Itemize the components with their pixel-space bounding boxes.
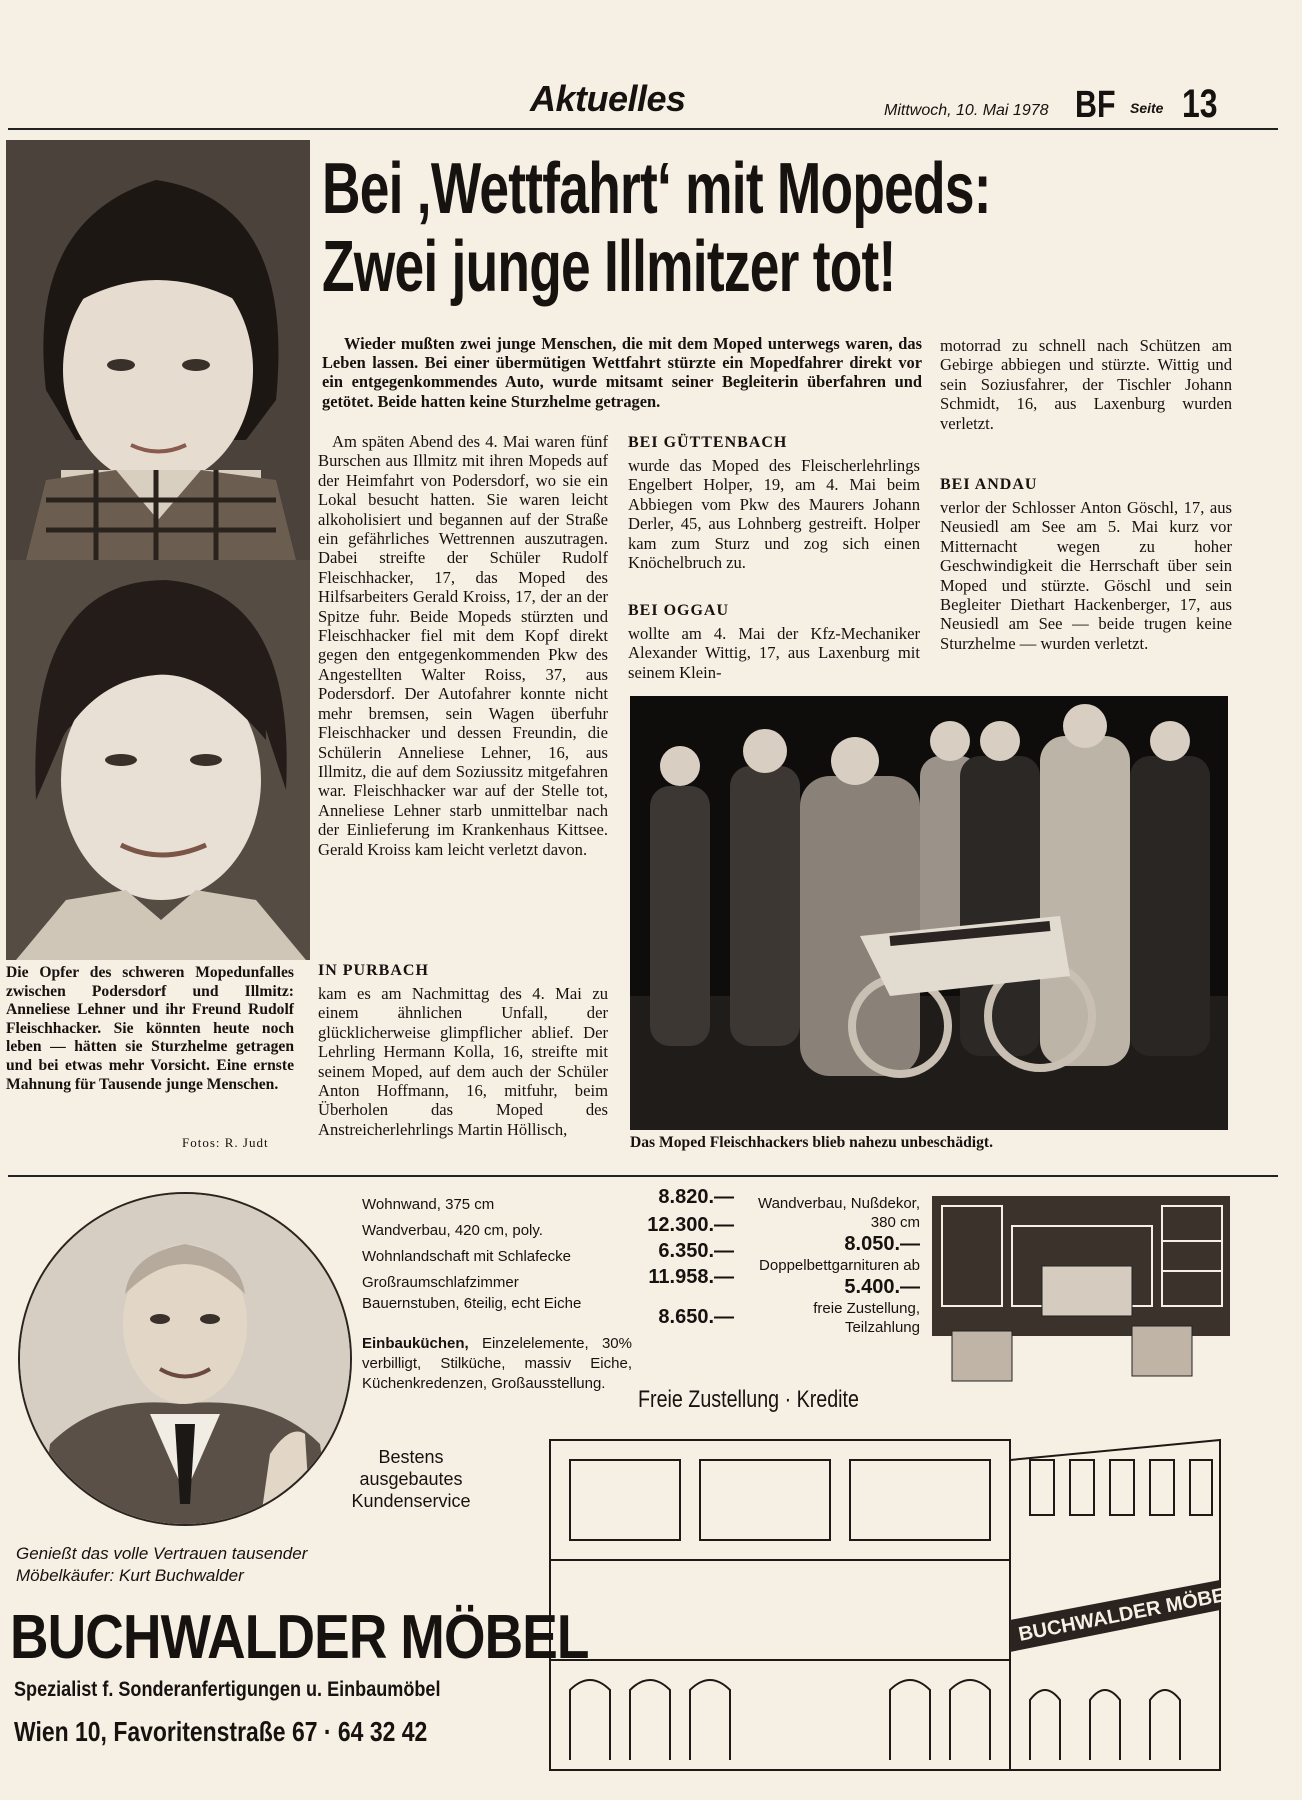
newspaper-logo: BF <box>1075 84 1116 126</box>
ad-divider <box>8 1175 1278 1177</box>
subhead-andau: BEI ANDAU <box>940 476 1038 493</box>
right-note: freie Zustellung, Teilzahlung <box>813 1300 920 1336</box>
einbau-bold: Einbauküchen, <box>362 1335 469 1352</box>
victims-caption: Die Opfer des schweren Mopedunfalles zwischen Podersdorf und Illmitz: Anneliese Lehner und ihr Freund Rudolf Fleischhacker. Sie könnten heute noch leben — hätten sie Sturzhelme getragen und bei etwas mehr Vorsicht. Eine ernste Mahnung für Tausende junge Menschen. <box>6 964 294 1093</box>
ad-item-label: Wohnlandschaft mit Schlafecke <box>362 1248 571 1265</box>
oggau-paragraph: wollte am 4. Mai der Kfz-Mechaniker Alexander Wittig, 17, aus Laxenburg mit seinem Klein- <box>628 624 920 682</box>
ad-item-label: Bauernstuben, 6teilig, echt Eiche <box>362 1295 582 1312</box>
ad-price: 8.820.— <box>658 1186 734 1208</box>
einbau-rest: Einzelelemente, 30% verbilligt, Stilküche, massiv Eiche, Küchenkredenzen, Großausstellung. <box>362 1335 632 1392</box>
living-room-drawing <box>932 1196 1230 1406</box>
andau-paragraph: verlor der Schlosser Anton Göschl, 17, aus Neusiedl am See am 5. Mai kurz vor Mitternacht wegen zu hoher Geschwindigkeit die Herrschaft über sein Moped und stürzte. Göschl und sein Begleiter Diethart Hackenberger, 17, aus Neusiedl am See — beide trugen keine Sturzhelme — wurden verletzt. <box>940 498 1232 653</box>
ad-price: 12.300.— <box>647 1214 734 1236</box>
page-number: 13 <box>1182 82 1218 126</box>
delivery-slogan: Freie Zustellung · Kredite <box>638 1386 859 1413</box>
headline-line-2: Zwei junge Illmitzer tot! <box>322 227 896 307</box>
masthead-rule <box>8 128 1278 130</box>
right-item-1-label: Wandverbau, Nußdekor, 380 cm <box>757 1195 920 1231</box>
guettenbach-paragraph: wurde das Moped des Fleischerlehrlings Engelbert Holper, 19, am 4. Mai beim Abbiegen vom Pkw des Maurers Johann Derler, 45, aus Lohnberg gestreift. Holper kam zum Sturz und zog sich einen Knöchelbruch zu. <box>628 456 920 573</box>
furniture-illustration <box>932 1196 1230 1406</box>
trust-line-2: Möbelkäufer: Kurt Buchwalder <box>16 1566 244 1585</box>
issue-date: Mittwoch, 10. Mai 1978 <box>884 102 1049 119</box>
headline-line-1: Bei ‚Wettfahrt‘ mit Mopeds: <box>322 149 991 229</box>
trust-line-1: Genießt das volle Vertrauen tausender <box>16 1544 308 1563</box>
ad-price: 8.650.— <box>658 1306 734 1328</box>
ad-item <box>362 1294 632 1334</box>
owner-portrait <box>18 1192 352 1526</box>
portrait-boy-illustration <box>6 560 310 960</box>
brand-name: BUCHWALDER MÖBEL <box>10 1603 589 1672</box>
seite-label: Seite <box>1130 100 1164 116</box>
ad-item-label: Großraumschlafzimmer <box>362 1274 519 1291</box>
ad-right-column <box>752 1194 920 1337</box>
lead-paragraph: Wieder mußten zwei junge Menschen, die mit dem Moped unterwegs waren, das Leben lassen. Bei einer übermütigen Wettfahrt stürzte ein Mopedfahrer direkt vor ein entgegenkommendes Auto, wurde mitsamt seiner Begleiterin überfahren und getötet. Beide hatten keine Sturzhelme getragen. <box>322 334 922 411</box>
victim-photo-lehner <box>6 140 310 560</box>
photo-credit: Fotos: R. Judt <box>182 1135 269 1150</box>
einbau-text <box>362 1334 632 1394</box>
ad-price: 6.350.— <box>658 1240 734 1262</box>
headline <box>322 150 1282 306</box>
owner-portrait-illustration <box>20 1194 350 1524</box>
right-item-2-label: Doppelbettgarnituren ab <box>759 1257 920 1274</box>
store-address: Wien 10, Favoritenstraße 67 · 64 32 42 <box>14 1716 428 1747</box>
subhead-guettenbach: BEI GÜTTENBACH <box>628 434 788 451</box>
portrait-girl-illustration <box>6 140 310 560</box>
article-column-1: Am späten Abend des 4. Mai waren fünf Burschen aus Illmitz mit ihren Mopeds auf der Heimfahrt von Podersdorf, wo sie ein Lokal besucht hatten. Sie waren leicht alkoholisiert und begannen auf der Straße ein gefährliches Wettrennen auszutragen. Dabei streifte der Schüler Rudolf Fleischhacker, 17, das Moped des Hilfsarbeiters Gerald Kroiss, 17, der an der Spitze fuhr. Beide Mopeds stürzten und Fleischhacker fiel mit dem Kopf direkt gegen den entgegenkommenden Pkw des Angestellten Walter Roiss, 37, aus Podersdorf. Der Autofahrer konnte nicht mehr bremsen, sein Wagen überfuhr Fleischhacker und dessen Freundin, die Schülerin Anneliese Lehner, 16, aus Illmitz, die auf dem Soziussitz mitgefahren war. Fleischhacker war auf der Stelle tot, Anneliese Lehner starb unmittelbar nach der Einlieferung im Krankenhaus Kittsee. Gerald Kroiss kam leicht verletzt davon. <box>318 432 608 859</box>
ad-item-label: Wohnwand, 375 cm <box>362 1196 495 1213</box>
ad-prices <box>630 1186 734 1329</box>
subhead-oggau: BEI OGGAU <box>628 602 730 619</box>
victim-photo-fleischhacker <box>6 560 310 960</box>
store-building-illustration <box>530 1420 1230 1790</box>
accident-scene-photo <box>630 696 1228 1130</box>
ad-price: 11.958.— <box>648 1266 734 1288</box>
section-title: Aktuelles <box>530 78 686 119</box>
subhead-purbach: IN PURBACH <box>318 962 429 979</box>
right-item-2-price: 5.400.— <box>844 1276 920 1298</box>
right-item-1-price: 8.050.— <box>844 1233 920 1255</box>
purbach-paragraph: kam es am Nachmittag des 4. Mai zu einem ähnlichen Unfall, der glücklicherweise glimpflicher ablief. Der Lehrling Hermann Kolla, 16, streifte mit seinem Moped, auf dem auch der Schüler Anton Hoffmann, 16, mitfuhr, beim Überholen das Moped des Anstreicherlehrlings Martin Höllisch, <box>318 984 608 1139</box>
service-slogan: Bestens ausgebautes Kundenservice <box>351 1447 471 1511</box>
column-3-continuation: motorrad zu schnell nach Schützen am Gebirge abbiegen und stürzte. Wittig und sein Soziusfahrer, der Tischler Johann Schmidt, 16, aus Laxenburg wurden verletzt. <box>940 336 1232 433</box>
specialist-tagline: Spezialist f. Sonderanfertigungen u. Einbaumöbel <box>14 1678 441 1701</box>
store-drawing <box>530 1420 1230 1790</box>
scene-illustration <box>630 696 1228 1130</box>
scene-caption: Das Moped Fleischhackers blieb nahezu unbeschädigt. <box>630 1134 994 1151</box>
store-sign-text: BUCHWALDER MÖBEL <box>1016 1581 1230 1646</box>
ad-item-label: Wandverbau, 420 cm, poly. <box>362 1222 543 1239</box>
